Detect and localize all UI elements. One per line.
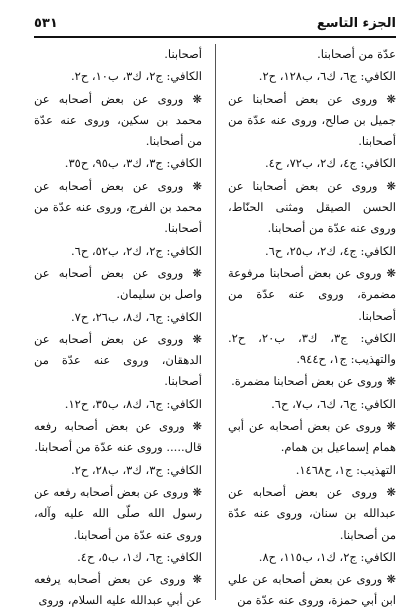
entry-text: ❋ وروى عن بعض أصحابه عن أبي همام إسماعيل بن همام. — [228, 419, 396, 455]
reference-line: الكافي: ج٢، ك٣، ب١٠، ح٢. — [70, 69, 202, 84]
entry-text: ❋ وروى عن بعض أصحابه عن محمد بن الفرج، وروى عنه عدّة من أصحابنا. — [34, 178, 202, 236]
entry-text: ❋ وروى عن بعض أصحابه عن عبدالله بن سنان، وروى عنه عدّة من أصحابنا. — [228, 484, 396, 542]
entry-text: ❋ وروى عن بعض أصحابنا مضمرة. — [231, 374, 396, 389]
reference-line: الكافي: ج٦، ك٦، ب١٢٨، ح٢. — [258, 69, 396, 84]
volume-title: الجزء التاسع — [316, 15, 396, 31]
reference-line: الكافي: ج٤، ك٢، ب٢٥، ح٦. — [264, 243, 396, 258]
entry-text: ❋ وروى عن بعض أصحابنا عن جميل بن صالح، وروى عنه عدّة من أصحابنا. — [228, 91, 396, 149]
right-column — [228, 44, 396, 608]
entry-text: أصحابنا. — [164, 47, 202, 61]
reference-line: الكافي: ج٢، ك٢، ب٥٢، ح٦. — [70, 243, 202, 258]
reference-line: الكافي: ج٦، ك١، ب٥، ح٤. — [77, 549, 202, 564]
page-number: ٥٣١ — [34, 15, 58, 31]
entry-text: ❋ وروى عن بعض أصحابه عن واصل بن سليمان. — [34, 265, 202, 302]
entry-text: ❋ وروى عن بعض أصحابه عن علي ابن أبي حمزة، وروى عنه عدّة من — [228, 572, 396, 608]
entry-text: ❋ وروى عن بعض أصحابه عن الدهقان، وروى عنه عدّة من أصحابنا. — [34, 331, 202, 389]
entry-text: ❋ وروى عن بعض أصحابه عن محمد بن سكين، وروى عنه عدّة من أصحابنا. — [34, 91, 202, 149]
left-column — [34, 44, 202, 608]
reference-line: التهذيب: ج١، ح١٤٦٨. — [295, 462, 396, 477]
reference-line: الكافي: ج٦، ك٨، ب٣٥، ح١٢. — [64, 396, 202, 411]
entry-text: ❋ وروى عن بعض أصحابه يرفعه عن أبي عبدالله عليه السلام، وروى — [34, 572, 202, 608]
reference-line: الكافي: ج٢، ك١، ب١١٥، ح٨. — [258, 549, 396, 564]
reference-line: الكافي: ج٦، ك٦، ب٧، ح٦. — [271, 396, 396, 411]
entry-text: ❋ وروى عن بعض أصحابنا مرفوعة مضمرة، وروى عنه عدّة من أصحابنا. — [228, 265, 396, 323]
entry-text: ❋ وروى عن بعض أصحابه رفعه قال..... وروى عنه عدّة من أصحابنا. — [34, 419, 202, 455]
entry-text: عدّة من أصحابنا. — [317, 47, 396, 61]
reference-line: الكافي: ج٣، ك٣، ب٢٠، ح٢. والتهذيب: ج١، ح٩٤٤. — [228, 330, 396, 367]
header-rule — [34, 36, 396, 38]
reference-line: الكافي: ج٣، ك٣، ب٩٥، ح٣٥. — [64, 156, 202, 171]
reference-line: الكافي: ج٦، ك٨، ب٢٦، ح٧. — [70, 309, 202, 324]
entry-text: ❋ وروى عن بعض أصحابنا عن الحسن الصيقل ومثنى الحنّاط، وروى عنه عدّة من أصحابنا. — [228, 178, 396, 236]
column-divider — [215, 44, 216, 600]
entry-text: ❋ وروى عن بعض أصحابه رفعه عن رسول الله صلّى الله عليه وآله، وروى عنه عدّة من أصحابنا. — [34, 484, 202, 542]
page-header — [34, 10, 396, 36]
reference-line: الكافي: ج٣، ك٣، ب٢٨، ح٢. — [70, 462, 202, 477]
reference-line: الكافي: ج٤، ك٢، ب٧٢، ح٤. — [264, 156, 396, 171]
